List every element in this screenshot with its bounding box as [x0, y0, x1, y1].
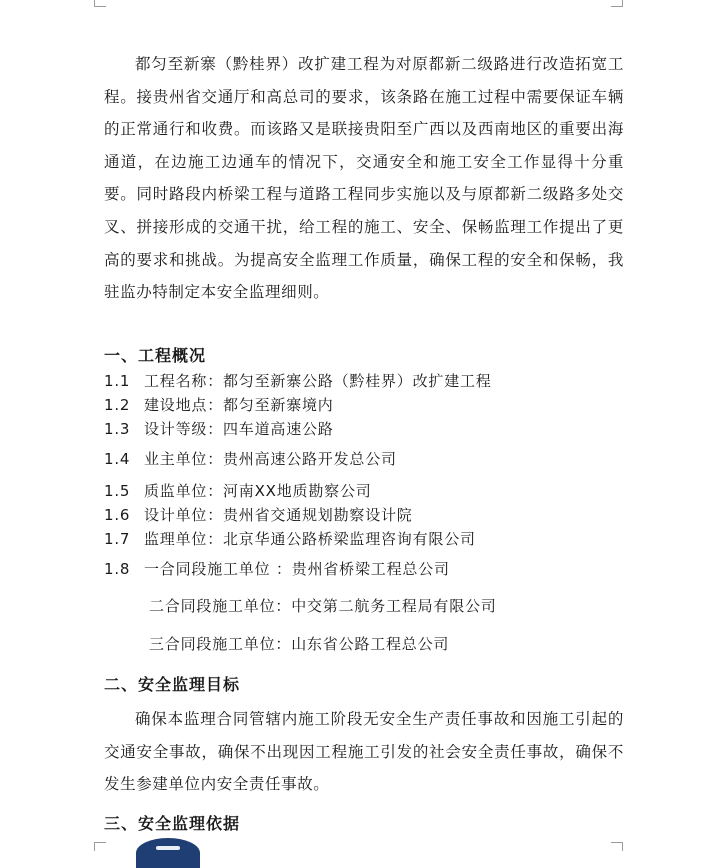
item-number: 1.6 — [104, 506, 131, 524]
crop-mark-bottom-left — [94, 842, 95, 851]
overview-item — [104, 528, 476, 549]
item-text: 业主单位：贵州高速公路开发总公司 — [144, 450, 397, 468]
intro-paragraph: 都匀至新寨（黔桂界）改扩建工程为对原都新二级路进行改造拓宽工程。接贵州省交通厅和高总司的要求，该条路在施工过程中需要保证车辆的正常通行和收费。而该路又是联接贵阳至广西以及西南地区的重要出海通道，在边施工边通车的情况下，交通安全和施工安全工作显得十分重要。同时路段内桥梁工程与道路工程同步实施以及与原都新二级路多处交叉、拼接形成的交通干扰，给工程的施工、安全、保畅监理工作提出了更高的要求和挑战。为提高安全监理工作质量，确保工程的安全和保畅，我驻监办特制定本安全监理细则。 — [104, 55, 624, 302]
section-2-body: 确保本监理合同管辖内施工阶段无安全生产责任事故和因施工引起的交通安全事故，确保不出现因工程施工引发的社会安全责任事故，确保不发生参建单位内安全责任事故。 — [104, 710, 624, 794]
company-logo — [136, 838, 200, 868]
item-number: 1.1 — [104, 372, 131, 390]
item-text: 质监单位：河南XX地质勘察公司 — [144, 482, 372, 500]
crop-mark-bottom-right-h — [611, 842, 623, 843]
crop-mark-bottom-left-h — [94, 842, 106, 843]
item-text: 一合同段施工单位 ：贵州省桥梁工程总公司 — [144, 560, 450, 578]
overview-item — [104, 418, 334, 439]
item-number: 1.3 — [104, 420, 131, 438]
item-number: 1.2 — [104, 396, 131, 414]
overview-item — [104, 370, 492, 391]
section-3-heading: 三、安全监理依据 — [104, 814, 241, 833]
item-number: 1.8 — [104, 560, 131, 578]
section-2-heading: 二、安全监理目标 — [104, 675, 241, 694]
item-text: 工程名称：都匀至新寨公路（黔桂界）改扩建工程 — [144, 372, 492, 390]
item-text: 设计单位：贵州省交通规划勘察设计院 — [144, 506, 413, 524]
item-number: 1.7 — [104, 530, 131, 548]
overview-item — [104, 504, 413, 525]
overview-item — [104, 558, 450, 579]
contract-item: 三合同段施工单位：山东省公路工程总公司 — [149, 635, 450, 653]
section-1-heading: 一、工程概况 — [104, 346, 207, 365]
crop-mark-top-left-h — [94, 6, 106, 7]
item-text: 建设地点：都匀至新寨境内 — [144, 396, 334, 414]
overview-item — [104, 480, 372, 501]
crop-mark-bottom-right — [622, 842, 623, 851]
overview-item — [104, 394, 334, 415]
contract-item: 二合同段施工单位：中交第二航务工程局有限公司 — [149, 597, 497, 615]
overview-item — [104, 448, 397, 469]
item-text: 设计等级：四车道高速公路 — [144, 420, 334, 438]
item-text: 监理单位：北京华通公路桥梁监理咨询有限公司 — [144, 530, 476, 548]
item-number: 1.4 — [104, 450, 131, 468]
crop-mark-top-right-h — [611, 6, 623, 7]
item-number: 1.5 — [104, 482, 131, 500]
